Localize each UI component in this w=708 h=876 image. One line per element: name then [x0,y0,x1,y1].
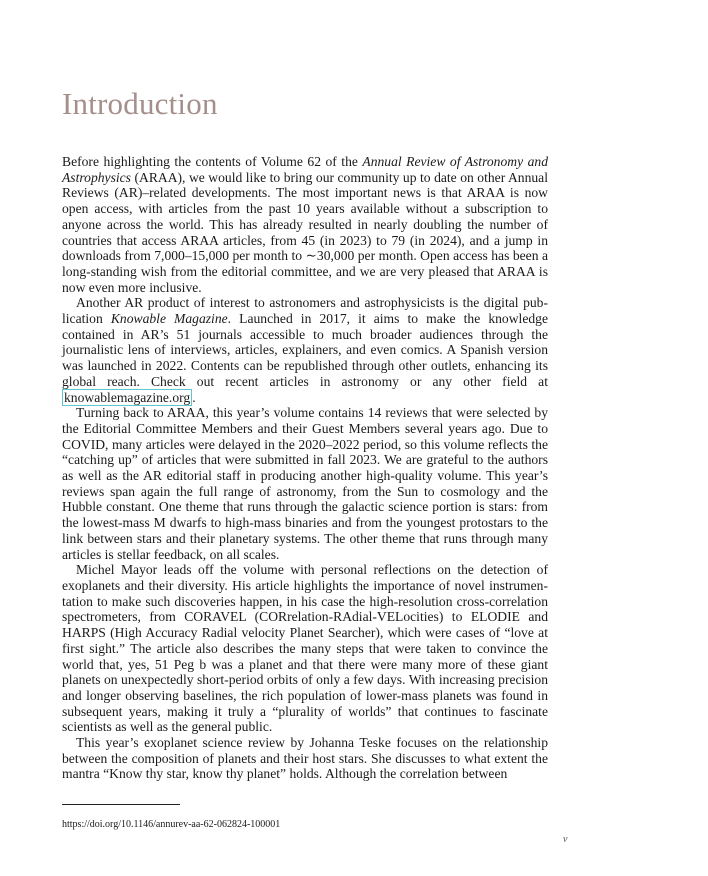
body-paragraph [62,735,548,782]
body-paragraph [62,295,548,405]
italic-title: Annual Review of Astronomy and Astrophysics [62,154,548,185]
knowable-magazine-link[interactable]: knowablemagazine.org [64,389,191,405]
page-number: v [563,834,568,845]
page-title: Introduction [62,86,218,121]
text-run: Another AR product of interest to astronomers and astrophysicists is the digital publication [62,295,548,327]
body-paragraph [62,562,548,735]
body-text [62,154,548,782]
text-run: Before highlighting the contents of Volume 62 of the [62,154,363,169]
text-run: Michel Mayor leads off the volume with personal reflections on the detection of exoplanets and their diversity. His article highlights the importance of novel instrumentation to make such discoveries happen, in his case the high-resolution cross-correlation spectrometers, from CORAVEL (CORrelation-RAdial-VELocities) to ELODIE and HARPS (High Accuracy Radial velocity Planet Searcher), which were cases of “love at first sight.” The article also describes the many steps that were taken to convince the world that, yes, 51 Peg b was a planet and that there were many more of these giant planets on unexpectedly short-period orbits of only a few days. With increasing precision and longer observing baselines, the rich population of lower-mass planets was found in subsequent years, making it truly a “plurality of worlds” that continues to fascinate scientists as well as the general public. [62,562,548,735]
doi-footnote: https://doi.org/10.1146/annurev-aa-62-062824-100001 [62,819,281,830]
italic-title: Knowable Magazine [110,311,228,327]
text-run: This year’s exoplanet science review by Johanna Teske focuses on the relationship between the composition of planets and their host stars. She discusses to what extent the mantra “Know thy star, know thy planet” holds. Although the correlation between [62,735,548,782]
footnote-divider [62,804,180,805]
text-run: Turning back to ARAA, this year’s volume contains 14 reviews that were selected by the Editorial Committee Members and their Guest Members several years ago. Due to COVID, many articles were delayed in the 2020–2022 period, so this volume reflects the “catching up” of articles that were submitted in fall 2023. We are grateful to the authors as well as the AR editorial staff in producing another high-quality volume. This year’s reviews span again the full range of astronomy, from the Sun to cosmology and the Hubble constant. One theme that runs through the galactic science portion is stars: from the lowest-mass M dwarfs to high-mass binaries and from the youngest protostars to the link between stars and their planetary systems. The other theme that runs through many articles is stellar feedback, on all scales. [62,405,548,562]
text-run: . [192,389,196,405]
text-run: (ARAA), we would like to bring our community up to date on other Annual Reviews (AR)–related developments. The most important news is that ARAA is now open access, with articles from the past 10 years available without a subscription to anyone across the world. This has already resulted in nearly doubling the number of countries that access ARAA articles, from 45 (in 2023) to 79 (in 2024), and a jump in downloads from 7,000–15,000 per month to ∼30,000 per month. Open access has been a long-standing wish from the editorial committee, and we are very pleased that ARAA is now even more inclusive. [62,169,548,295]
text-run: . Launched in 2017, it aims to make the knowledge contained in AR’s 51 journals accessible to much broader audiences through the journalistic lens of interviews, articles, explainers, and even comics. A Spanish version was launched in 2022. Contents can be republished through other outlets, enhancing its global reach. Check out recent articles in astronomy or any other field at [62,311,548,389]
body-paragraph [62,154,548,295]
body-paragraph [62,405,548,562]
